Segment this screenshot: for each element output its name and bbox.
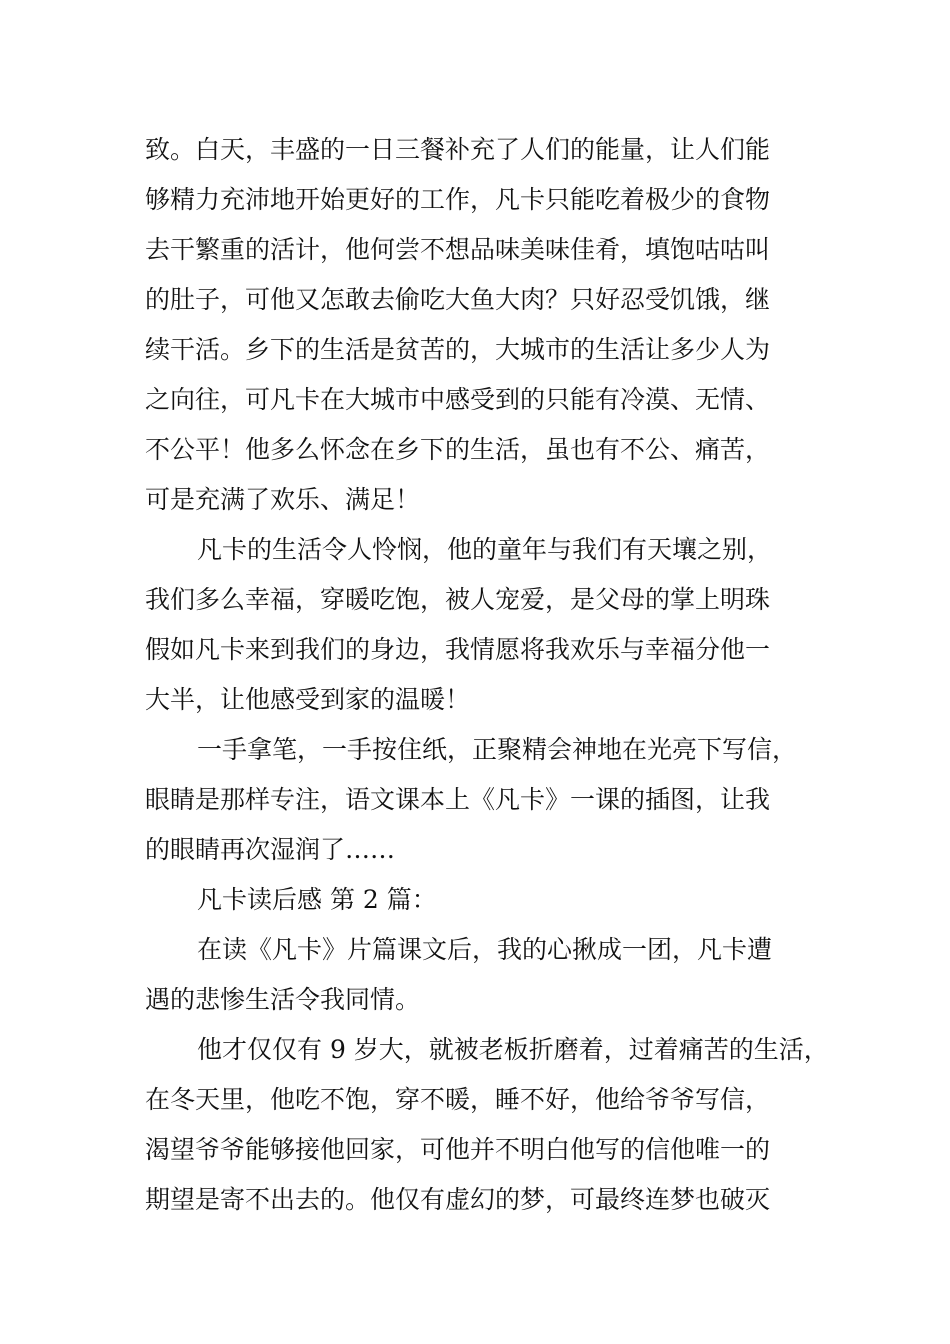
text-line-5: 续干活。乡下的生活是贫苦的，大城市的生活让多少人为 <box>145 335 771 364</box>
text-line-11: 假如凡卡来到我们的身边，我情愿将我欢乐与幸福分他一 <box>145 635 771 664</box>
text-line-7: 不公平！他多么怀念在乡下的生活，虽也有不公、痛苦， <box>145 435 771 464</box>
text-line-13: 一手拿笔，一手按住纸，正聚精会神地在光亮下写信， <box>197 735 798 764</box>
text-line-22: 期望是寄不出去的。他仅有虚幻的梦，可最终连梦也破灭 <box>145 1185 771 1214</box>
text-line-12: 大半，让他感受到家的温暖！ <box>145 685 471 714</box>
text-line-15: 的眼睛再次湿润了…… <box>145 835 396 864</box>
text-line-19: 他才仅仅有 9 岁大，就被老板折磨着，过着痛苦的生活， <box>197 1035 829 1064</box>
text-line-2: 够精力充沛地开始更好的工作，凡卡只能吃着极少的食物 <box>145 185 771 214</box>
section-heading: 凡卡读后感 第 2 篇： <box>197 885 437 914</box>
text-line-4: 的肚子，可他又怎敢去偷吃大鱼大肉？只好忍受饥饿，继 <box>145 285 771 314</box>
text-line-6: 之向往，可凡卡在大城市中感受到的只能有冷漠、无情、 <box>145 385 771 414</box>
text-line-18: 遇的悲惨生活令我同情。 <box>145 985 421 1014</box>
text-line-1: 致。白天，丰盛的一日三餐补充了人们的能量，让人们能 <box>145 135 771 164</box>
text-line-20: 在冬天里，他吃不饱，穿不暖，睡不好，他给爷爷写信， <box>145 1085 771 1114</box>
text-line-14: 眼睛是那样专注，语文课本上《凡卡》一课的插图，让我 <box>145 785 771 814</box>
text-line-17: 在读《凡卡》片篇课文后，我的心揪成一团，凡卡遭 <box>197 935 773 964</box>
text-line-3: 去干繁重的活计，他何尝不想品味美味佳肴，填饱咕咕叫 <box>145 235 771 264</box>
text-line-8: 可是充满了欢乐、满足！ <box>145 485 421 514</box>
text-line-10: 我们多么幸福，穿暖吃饱，被人宠爱，是父母的掌上明珠 <box>145 585 771 614</box>
text-line-21: 渴望爷爷能够接他回家，可他并不明白他写的信他唯一的 <box>145 1135 771 1164</box>
text-line-9: 凡卡的生活令人怜悯，他的童年与我们有天壤之别， <box>197 535 773 564</box>
